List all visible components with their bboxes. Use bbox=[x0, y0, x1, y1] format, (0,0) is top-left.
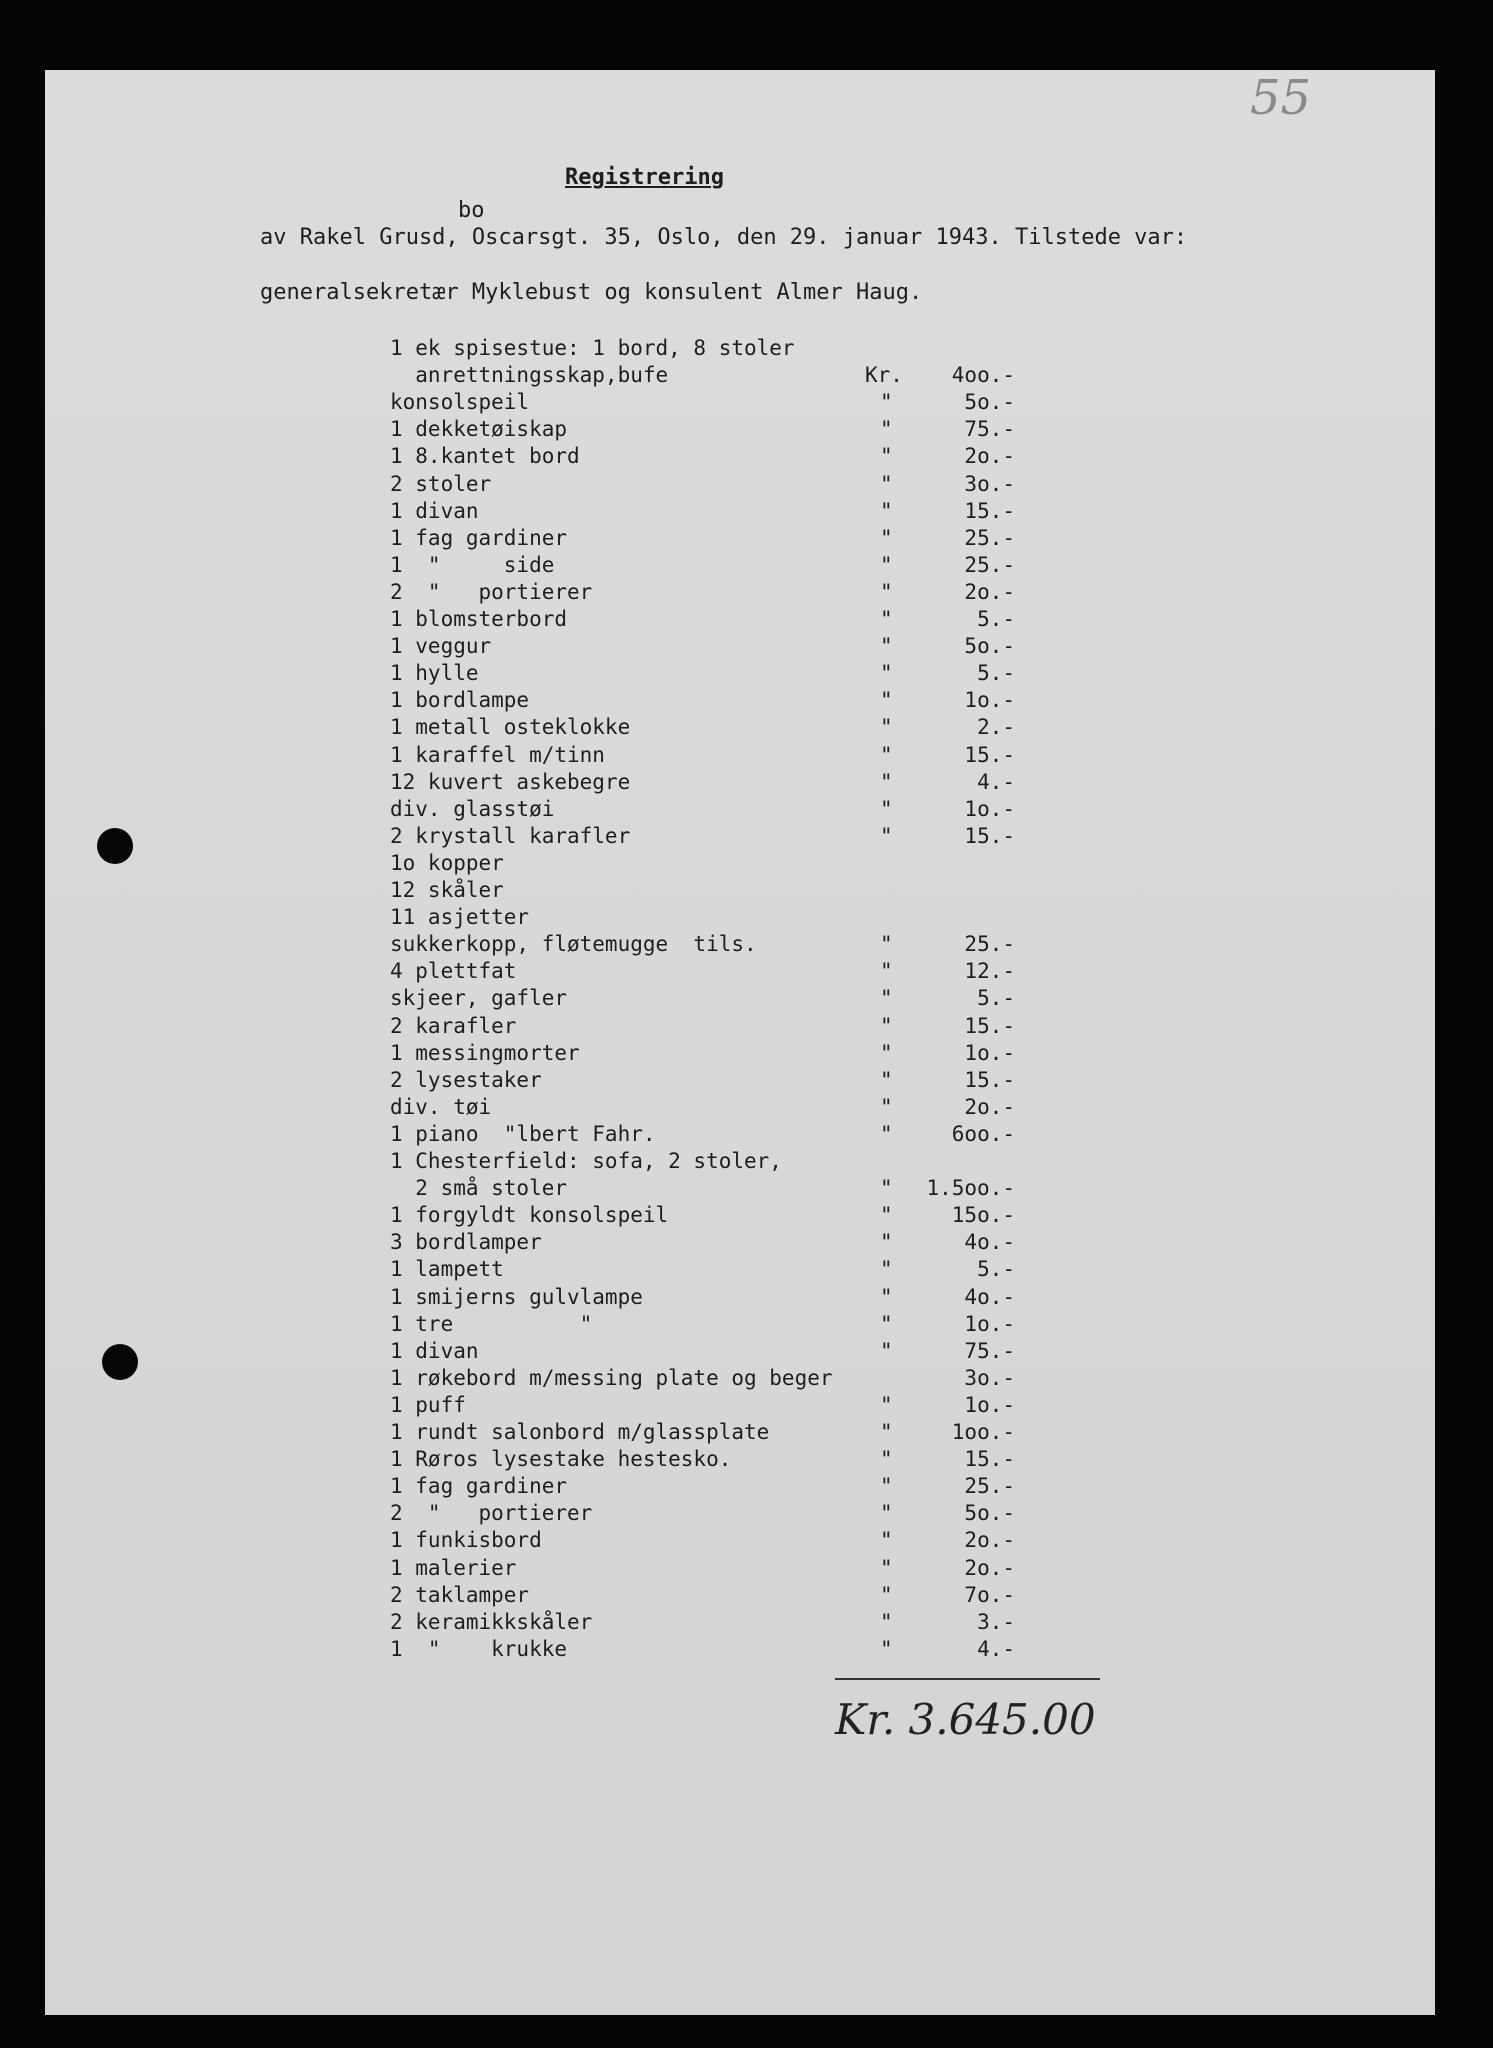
item-amount: 1o.- bbox=[964, 796, 1015, 821]
item-amount: 7o.- bbox=[964, 1582, 1015, 1607]
item-amount: 5.- bbox=[977, 661, 1015, 686]
item-ditto: " bbox=[880, 1447, 893, 1472]
item-text: 2 taklamper bbox=[390, 1582, 530, 1607]
item-text: 12 skåler bbox=[390, 878, 504, 902]
item-amount: 5.- bbox=[977, 986, 1015, 1011]
item-text: 4 plettfat bbox=[390, 959, 517, 984]
total-rule bbox=[835, 1678, 1100, 1680]
page-number: 55 bbox=[1250, 70, 1312, 126]
item-amount: 75.- bbox=[964, 417, 1015, 442]
item-ditto: " bbox=[880, 1013, 893, 1038]
item-ditto: " bbox=[880, 552, 893, 577]
item-text: 2 keramikkskåler bbox=[390, 1609, 593, 1634]
item-amount: 4.- bbox=[977, 769, 1015, 794]
item-ditto: " bbox=[880, 932, 893, 957]
item-amount: 5o.- bbox=[964, 634, 1015, 659]
item-text: 3 bordlamper bbox=[390, 1230, 542, 1255]
item-text: 1 divan bbox=[390, 498, 479, 523]
item-amount: 4o.- bbox=[964, 1230, 1015, 1255]
item-text: 2 karafler bbox=[390, 1013, 517, 1038]
item-ditto: " bbox=[880, 1501, 893, 1526]
item-text: 1 " side bbox=[390, 552, 555, 577]
item-ditto: " bbox=[880, 715, 893, 740]
header-line-1: av Rakel Grusd, Oscarsgt. 35, Oslo, den 29. januar 1943. Tilstede var: bbox=[260, 225, 1188, 250]
item-amount: 15.- bbox=[964, 498, 1015, 523]
item-amount: 15.- bbox=[964, 823, 1015, 848]
item-amount: 25.- bbox=[964, 552, 1015, 577]
item-amount: 25.- bbox=[964, 932, 1015, 957]
item-text: 2 små stoler bbox=[390, 1176, 568, 1201]
document-title: Registrering bbox=[565, 165, 724, 190]
item-amount: 15.- bbox=[964, 1067, 1015, 1092]
item-ditto: " bbox=[880, 1528, 893, 1553]
item-ditto: " bbox=[880, 1176, 893, 1201]
item-ditto: " bbox=[880, 634, 893, 659]
item-text: 1 malerier bbox=[390, 1555, 517, 1580]
item-ditto: " bbox=[880, 390, 893, 415]
item-text: 1 lampett bbox=[390, 1257, 504, 1282]
item-ditto: " bbox=[880, 769, 893, 794]
item-text: 1 karaffel m/tinn bbox=[390, 742, 605, 767]
item-text: 1 metall osteklokke bbox=[390, 715, 631, 740]
item-text: 2 krystall karafler bbox=[390, 823, 631, 848]
item-ditto: " bbox=[880, 579, 893, 604]
item-text: 1 Chesterfield: sofa, 2 stoler, bbox=[390, 1149, 782, 1173]
item-amount: 12.- bbox=[964, 959, 1015, 984]
item-amount: 1o.- bbox=[964, 1311, 1015, 1336]
document-page bbox=[45, 70, 1435, 2015]
item-amount: 2o.- bbox=[964, 444, 1015, 469]
item-ditto: " bbox=[880, 1121, 893, 1146]
item-text: 1o kopper bbox=[390, 850, 504, 875]
item-amount: 1oo.- bbox=[951, 1420, 1015, 1444]
item-text: 1 røkebord m/messing plate og beger bbox=[390, 1365, 833, 1390]
item-text: skjeer, gafler bbox=[390, 986, 568, 1011]
item-ditto: " bbox=[880, 1609, 893, 1634]
item-amount: 1o.- bbox=[964, 688, 1015, 713]
item-text: anrettningsskap,bufe bbox=[390, 363, 669, 388]
item-amount: 3o.- bbox=[964, 471, 1015, 496]
item-text: 11 asjetter bbox=[390, 905, 530, 930]
item-amount: 1.5oo.- bbox=[926, 1176, 1015, 1201]
item-ditto: " bbox=[880, 471, 893, 496]
item-amount: 3o.- bbox=[964, 1365, 1015, 1390]
item-text: 1 messingmorter bbox=[390, 1040, 580, 1065]
item-text: 1 piano "lbert Fahr. bbox=[390, 1121, 656, 1146]
item-text: 2 " portierer bbox=[390, 1501, 593, 1526]
item-amount: 15.- bbox=[964, 1447, 1015, 1472]
inserted-word: bo bbox=[458, 198, 485, 223]
item-ditto: " bbox=[880, 688, 893, 713]
item-ditto: " bbox=[880, 607, 893, 631]
item-text: 1 veggur bbox=[390, 634, 492, 659]
item-amount: 15.- bbox=[964, 1013, 1015, 1038]
item-ditto: " bbox=[880, 1474, 893, 1499]
item-text: 1 tre " bbox=[390, 1311, 593, 1336]
punch-hole bbox=[97, 828, 133, 864]
item-text: 1 8.kantet bord bbox=[390, 444, 580, 469]
item-ditto: " bbox=[880, 796, 893, 821]
item-ditto: " bbox=[880, 1067, 893, 1092]
item-text: 1 Røros lysestake hestesko. bbox=[390, 1447, 732, 1472]
item-text: 2 lysestaker bbox=[390, 1067, 542, 1092]
item-amount: 2o.- bbox=[964, 1094, 1015, 1119]
item-text: div. tøi bbox=[390, 1094, 492, 1119]
item-text: 1 smijerns gulvlampe bbox=[390, 1284, 643, 1309]
item-ditto: " bbox=[880, 742, 893, 767]
item-text: 1 rundt salonbord m/glassplate bbox=[390, 1420, 770, 1444]
item-amount: 2o.- bbox=[964, 1555, 1015, 1580]
item-text: div. glasstøi bbox=[390, 796, 555, 821]
punch-hole bbox=[102, 1344, 138, 1380]
item-ditto: " bbox=[880, 498, 893, 523]
item-amount: 4oo.- bbox=[951, 363, 1015, 388]
item-text: 2 " portierer bbox=[390, 579, 593, 604]
item-amount: 5.- bbox=[977, 607, 1015, 631]
item-ditto: Kr. bbox=[865, 363, 903, 388]
item-ditto: " bbox=[880, 444, 893, 469]
item-text: 1 bordlampe bbox=[390, 688, 530, 713]
header-line-2: generalsekretær Myklebust og konsulent Almer Haug. bbox=[260, 280, 923, 305]
item-text: 1 forgyldt konsolspeil bbox=[390, 1203, 669, 1228]
item-ditto: " bbox=[880, 417, 893, 442]
item-amount: 6oo.- bbox=[951, 1121, 1015, 1146]
item-ditto: " bbox=[880, 1420, 893, 1444]
item-text: 2 stoler bbox=[390, 471, 492, 496]
item-amount: 1o.- bbox=[964, 1392, 1015, 1417]
item-text: 1 ek spisestue: 1 bord, 8 stoler bbox=[390, 336, 795, 360]
item-ditto: " bbox=[880, 1094, 893, 1119]
item-amount: 2o.- bbox=[964, 579, 1015, 604]
item-amount: 4.- bbox=[977, 1636, 1015, 1661]
item-text: 1 funkisbord bbox=[390, 1528, 542, 1553]
item-text: sukkerkopp, fløtemugge tils. bbox=[390, 932, 757, 957]
item-text: 1 puff bbox=[390, 1392, 466, 1417]
item-ditto: " bbox=[880, 1582, 893, 1607]
item-amount: 2.- bbox=[977, 715, 1015, 740]
item-ditto: " bbox=[880, 1636, 893, 1661]
item-amount: 1o.- bbox=[964, 1040, 1015, 1065]
item-ditto: " bbox=[880, 1257, 893, 1282]
item-amount: 2o.- bbox=[964, 1528, 1015, 1553]
item-text: 1 divan bbox=[390, 1338, 479, 1363]
item-amount: 25.- bbox=[964, 1474, 1015, 1499]
item-ditto: " bbox=[880, 1338, 893, 1363]
total-handwritten: Kr. 3.645.00 bbox=[835, 1695, 1096, 1744]
item-amount: 15.- bbox=[964, 742, 1015, 767]
item-ditto: " bbox=[880, 959, 893, 984]
item-text: 1 dekketøiskap bbox=[390, 417, 568, 442]
item-ditto: " bbox=[880, 525, 893, 550]
item-text: 1 fag gardiner bbox=[390, 525, 568, 550]
item-ditto: " bbox=[880, 823, 893, 848]
item-text: 12 kuvert askebegre bbox=[390, 769, 631, 794]
item-text: 1 fag gardiner bbox=[390, 1474, 568, 1499]
item-text: 1 blomsterbord bbox=[390, 607, 568, 631]
item-amount: 4o.- bbox=[964, 1284, 1015, 1309]
item-amount: 5.- bbox=[977, 1257, 1015, 1282]
item-ditto: " bbox=[880, 1040, 893, 1065]
item-ditto: " bbox=[880, 986, 893, 1011]
item-text: 1 hylle bbox=[390, 661, 479, 686]
item-ditto: " bbox=[880, 661, 893, 686]
item-ditto: " bbox=[880, 1311, 893, 1336]
item-amount: 25.- bbox=[964, 525, 1015, 550]
item-ditto: " bbox=[880, 1392, 893, 1417]
item-ditto: " bbox=[880, 1555, 893, 1580]
item-amount: 5o.- bbox=[964, 1501, 1015, 1526]
item-amount: 5o.- bbox=[964, 390, 1015, 415]
item-amount: 3.- bbox=[977, 1609, 1015, 1634]
item-text: konsolspeil bbox=[390, 390, 530, 415]
item-amount: 75.- bbox=[964, 1338, 1015, 1363]
item-text: 1 " krukke bbox=[390, 1636, 568, 1661]
item-ditto: " bbox=[880, 1203, 893, 1228]
item-ditto: " bbox=[880, 1284, 893, 1309]
item-amount: 15o.- bbox=[951, 1203, 1015, 1228]
item-ditto: " bbox=[880, 1230, 893, 1255]
